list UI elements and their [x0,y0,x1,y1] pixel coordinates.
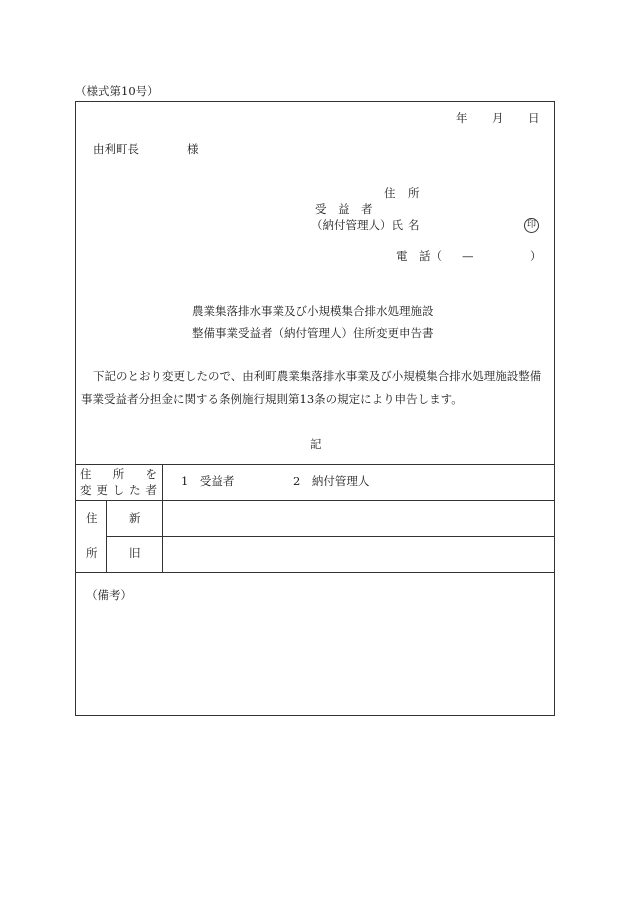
body-text-line1: 下記のとおり変更したので、由利町農業集落排水事業及び小規模集合排水処理施設整備 [93,369,542,383]
label-char: 変 [80,483,92,497]
manager-name-label: （納付管理人）氏 [311,218,403,232]
label-char: 者 [145,483,157,497]
option-beneficiary: 1 受益者 [181,474,235,488]
document-title-line1: 農業集落排水事業及び小規模集合排水処理施設 [192,304,434,318]
changed-person-label-line2 [80,485,157,497]
label-char: を [145,467,157,481]
date-month-label: 月 [492,111,504,125]
label-char: た [129,483,141,497]
name-label: 名 [408,218,420,232]
date-year-label: 年 [456,111,468,125]
addressee-honorific: 様 [187,142,199,156]
date-day-label: 日 [528,111,540,125]
note-heading: 記 [310,437,322,451]
address-label-top: 住 [86,511,98,525]
phone-dash: — [462,249,474,263]
table-top-border [75,464,555,465]
address-label-1: 住 [384,186,396,200]
option-payment-manager: 2 納付管理人 [293,474,370,488]
address-label-bottom: 所 [86,546,98,560]
body-text-line2: 事業受益者分担金に関する条例施行規則第13条の規定により申告します。 [81,392,463,406]
changed-person-label-line1 [80,469,157,481]
label-char: し [112,483,125,497]
phone-close: ） [530,249,542,263]
document-title-line2: 整備事業受益者（納付管理人）住所変更申告書 [192,326,434,340]
label-char: 更 [96,483,108,497]
address-column-divider [106,500,107,572]
new-old-divider [106,536,555,537]
table-bottom-border [75,572,555,573]
beneficiary-label: 受 益 者 [315,202,373,216]
label-char: 住 [80,467,92,481]
phone-label: 電 話（ [396,249,442,263]
addressee-title: 由利町長 [93,142,139,156]
form-number: （様式第10号） [75,84,159,98]
old-address-label: 旧 [129,546,141,560]
new-address-label: 新 [129,511,141,525]
seal-mark: 印 [524,218,539,233]
label-char: 所 [112,467,125,481]
address-label-2: 所 [408,186,420,200]
application-form [75,101,555,716]
row1-bottom-border [75,500,555,501]
label-column-divider [162,464,163,572]
remarks-label: （備考） [86,588,132,602]
